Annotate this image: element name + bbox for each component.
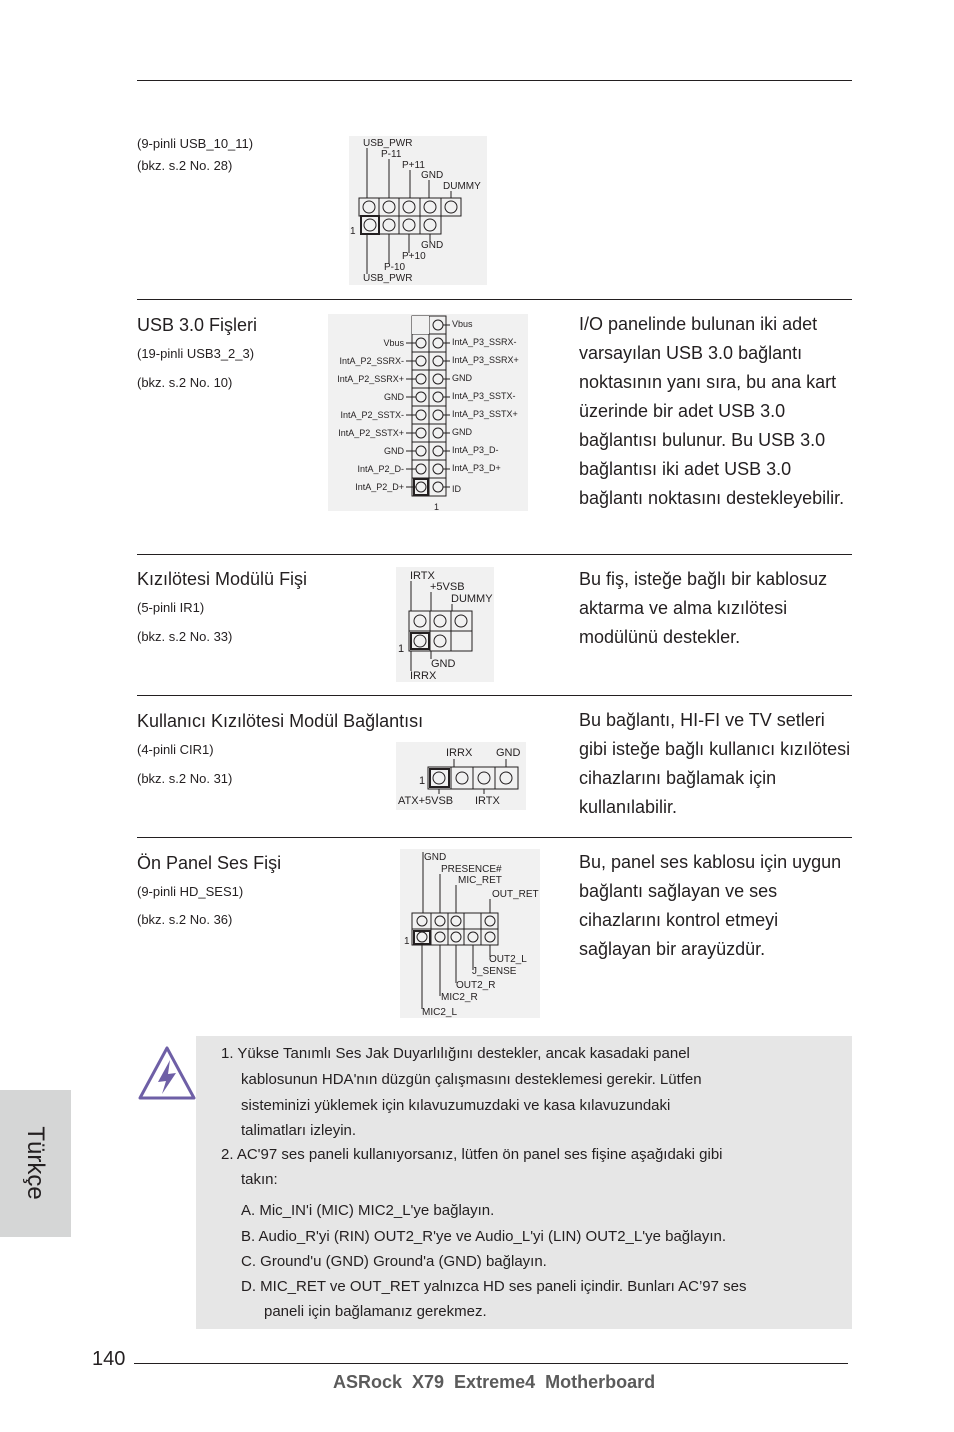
usb3-right-pin-label: GND [452,373,472,383]
footer-rule [134,1363,848,1364]
audio-pin-label: GND [424,852,447,863]
usb3-header-diagram [328,314,528,511]
usb2-pin-label: GND [421,170,444,181]
note-1-line-4: talimatları izleyin. [241,1122,357,1139]
ir-header-diagram [396,567,494,682]
usb3-left-pin-label: IntA_P2_D- [357,464,404,474]
cir-pin-label: ATX+5VSB [398,795,454,807]
usb3-ref: (bkz. s.2 No. 10) [137,375,233,390]
ir-ref: (bkz. s.2 No. 33) [137,629,233,644]
usb3-right-pin-label: IntA_P3_D+ [452,463,501,473]
usb3-right-pin-label: Vbus [452,319,473,329]
ir-pin-count: (5-pinli IR1) [137,600,205,615]
audio-header-diagram [400,849,540,1018]
usb3-left-pin-label: GND [384,446,404,456]
cir-ref: (bkz. s.2 No. 31) [137,771,233,786]
usb3-description: I/O panelinde bulunan iki adet varsayılan USB 3.0 bağlantı noktasının yanı sıra, bu ana kart üzerinde bir adet USB 3.0 bağlantısı bulunur. Bu USB 3.0 bağlantısı iki adet USB 3.0 bağlantı noktasını destekleyebilir. [579,314,845,508]
usb3-right-pin-label: IntA_P3_SSRX+ [452,355,519,365]
usb2-pin-count: (9-pinli USB_10_11) [137,136,254,151]
usb2-pin-label: P+11 [402,160,425,171]
audio-title: Ön Panel Ses Fişi [137,853,282,873]
top-rule [137,80,852,81]
ir-pin-label: DUMMY [451,593,493,605]
ir-pin-label: IRRX [410,670,437,682]
ir-pin-label: IRTX [410,570,435,582]
usb3-pin-count: (19-pinli USB3_2_3) [137,346,255,361]
usb2-pin-label: P-11 [381,149,402,160]
note-2d-line-1: D. MIC_RET ve OUT_RET yalnızca HD ses paneli içindir. Bunları AC’97 ses [241,1278,747,1295]
audio-description: Bu, panel ses kablosu için uygun bağlantı sağlayan ve ses cihazlarını kontrol etmeyi sağlayan bir arayüzdür. [579,852,842,959]
language-side-tab [0,1090,71,1237]
usb3-title: USB 3.0 Fişleri [137,315,258,335]
usb2-pin-label: P+10 [402,251,426,262]
page-number: 140 [92,1348,126,1370]
audio-pin-label: J_SENSE [472,966,517,977]
divider [137,299,852,300]
language-label: Türkçe [22,1126,49,1200]
notes-box [196,1036,852,1329]
usb3-left-pin-label: IntA_P2_SSTX- [340,410,404,420]
cir-pin-label: GND [496,747,521,759]
note-2-line-1: 2. AC'97 ses paneli kullanıyorsanız, lütfen ön panel ses fişine aşağıdaki gibi [221,1146,723,1163]
ir-pin-label: +5VSB [430,581,465,593]
usb2-header-diagram [349,136,487,285]
note-2c: C. Ground'u (GND) Ground'a (GND) bağlayın. [241,1253,547,1270]
usb3-pin1-label: 1 [434,502,440,511]
ir-pin-label: GND [431,658,456,670]
usb2-pin-label: P-10 [384,262,406,273]
usb3-left-pin-label: IntA_P2_SSRX- [339,356,404,366]
usb2-ref: (bkz. s.2 No. 28) [137,158,233,173]
note-1-line-1: 1. Yükse Tanımlı Ses Jak Duyarlılığını destekler, ancak kasadaki panel [221,1045,690,1062]
usb2-pin1-label: 1 [350,226,356,237]
note-1-line-3: sisteminizi yüklemek için kılavuzumuzdaki ve kasa kılavuzundaki [241,1097,671,1114]
cir-pin-label: IRTX [475,795,500,807]
audio-pin-label: OUT2_L [489,954,527,965]
warning-icon [136,1044,198,1102]
ir-title: Kızılötesi Modülü Fişi [137,569,308,589]
ir-pin1-label: 1 [398,643,405,655]
cir-header-diagram [396,742,526,810]
audio-pin-label: OUT2_R [456,980,496,991]
usb3-right-pin-label: ID [452,484,461,494]
usb3-right-pin-label: IntA_P3_SSTX- [452,391,516,401]
usb3-left-pin-label: GND [384,392,404,402]
note-2-line-2: takın: [241,1171,278,1188]
usb2-pin-label: DUMMY [443,181,481,192]
usb3-right-pin-label: IntA_P3_D- [452,445,499,455]
usb2-pin-label: USB_PWR [363,273,413,284]
usb3-left-pin-label: IntA_P2_SSTX+ [338,428,404,438]
audio-pin-label: MIC2_L [422,1007,458,1018]
usb3-right-pin-label: IntA_P3_SSTX+ [452,409,518,419]
usb2-pin-label: GND [421,240,444,251]
footer-title: ASRock X79 Extreme4 Motherboard [333,1372,656,1392]
cir-pin-count: (4-pinli CIR1) [137,742,214,757]
audio-pin-label: MIC_RET [458,875,502,886]
audio-pin-label: MIC2_R [441,992,478,1003]
cir-pin1-label: 1 [419,775,426,787]
usb3-right-pin-label: IntA_P3_SSRX- [452,337,517,347]
note-2d-line-2: paneli için bağlamanız gerekmez. [264,1303,487,1320]
cir-pin-label: IRRX [446,747,473,759]
audio-pin-label: PRESENCE# [441,864,502,875]
usb3-left-pin-label: IntA_P2_SSRX+ [337,374,404,384]
note-1-line-2: kablosunun HDA'nın düzgün çalışmasını desteklemesi gerekir. Lütfen [241,1071,702,1088]
note-2a: A. Mic_IN'i (MIC) MIC2_L'ye bağlayın. [241,1202,495,1219]
audio-ref: (bkz. s.2 No. 36) [137,912,233,927]
audio-pin-label: OUT_RET [492,889,539,900]
cir-description: Bu bağlantı, HI-FI ve TV setleri gibi isteğe bağlı kullanıcı kızılötesi cihazlarını bağlamak için kullanılabilir. [579,710,851,817]
audio-pin1-label: 1 [404,936,410,947]
ir-description: Bu fiş, isteğe bağlı bir kablosuz aktarma ve alma kızılötesi modülünü destekler. [579,569,828,647]
usb3-left-pin-label: Vbus [383,338,404,348]
divider [137,695,852,696]
usb3-right-pin-label: GND [452,427,472,437]
usb3-left-pin-label: IntA_P2_D+ [355,482,404,492]
divider [137,554,852,555]
audio-pin-count: (9-pinli HD_SES1) [137,884,244,899]
usb2-pin-label: USB_PWR [363,138,413,149]
note-2b: B. Audio_R'yi (RIN) OUT2_R'ye ve Audio_L'yi (LIN) OUT2_L'ye bağlayın. [241,1228,726,1245]
divider [137,837,852,838]
cir-title: Kullanıcı Kızılötesi Modül Bağlantısı [137,711,424,731]
